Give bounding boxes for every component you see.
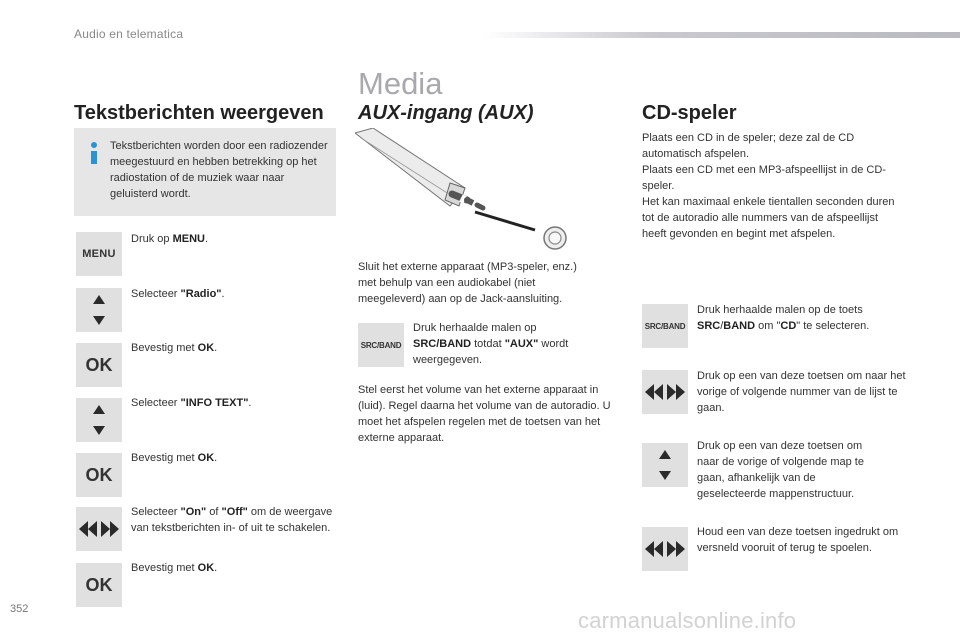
info-icon bbox=[88, 142, 100, 164]
step-text: Druk op een van deze toetsen om naar het vorige of volgende nummer van de lijst te gaan. bbox=[697, 370, 906, 414]
info-text: Tekstberichten worden door een radiozender meegestuurd en hebben betrekking op het radiostation of de muziek waar naar geluisterd wordt. bbox=[110, 140, 328, 200]
ok-button bbox=[76, 563, 122, 607]
left-right-button bbox=[76, 507, 122, 551]
step-text: Druk herhaalde malen op de toets SRC/BAND om "CD" te selecteren. bbox=[697, 304, 870, 332]
cd-heading: CD-speler bbox=[642, 102, 737, 124]
up-down-arrows-icon bbox=[76, 398, 122, 442]
aux-paragraph-1: Sluit het externe apparaat (MP3-speler, enz.) met behulp van een audiokabel (niet meegeleverd) aan op de Jack-aansluiting. bbox=[358, 261, 577, 305]
aux-paragraph-2: Stel eerst het volume van het externe apparaat in (luid). Regel daarna het volume van de autoradio. U moet het afspelen regelen met de toetsen van het externe apparaat. bbox=[358, 384, 611, 444]
jack-plug-illustration bbox=[355, 128, 585, 253]
menu-button-label: MENU bbox=[82, 248, 116, 260]
prev-next-arrows-icon bbox=[642, 527, 688, 571]
step-text: Selecteer "INFO TEXT". bbox=[131, 397, 252, 409]
page-title: Media bbox=[358, 66, 443, 101]
step-text: Bevestig met OK. bbox=[131, 562, 218, 574]
header-bar bbox=[484, 32, 960, 38]
up-down-button bbox=[642, 443, 688, 487]
ok-button-label: OK bbox=[85, 574, 113, 595]
left-right-button bbox=[642, 527, 688, 571]
src-band-button-label: SRC/BAND bbox=[360, 340, 402, 350]
up-down-arrows-icon bbox=[76, 288, 122, 332]
cd-paragraph: Plaats een CD in de speler; deze zal de CD automatisch afspelen. Plaats een CD met een MP3-afspeellijst in de CD-speler. Het kan maximaal enkele tientallen seconden duren tot de autoradio alle nummers van de afspeellijst heeft gevonden en begint met afspelen. bbox=[642, 132, 895, 240]
up-down-button bbox=[76, 288, 122, 332]
up-down-arrows-icon bbox=[642, 443, 688, 487]
left-heading: Tekstberichten weergeven bbox=[74, 102, 324, 124]
page-number: 352 bbox=[10, 603, 29, 615]
prev-next-arrows-icon bbox=[76, 507, 122, 551]
src-band-button-label: SRC/BAND bbox=[644, 321, 686, 331]
prev-next-arrows-icon bbox=[642, 370, 688, 414]
step-text: Selecteer "Radio". bbox=[131, 288, 225, 300]
src-band-button bbox=[642, 304, 688, 348]
step-text: Bevestig met OK. bbox=[131, 342, 218, 354]
menu-button bbox=[76, 232, 122, 276]
step-text: Druk op MENU. bbox=[131, 233, 209, 245]
up-down-button bbox=[76, 398, 122, 442]
step-text: Druk op een van deze toetsen om naar de vorige of volgende map te gaan, afhankelijk van de geselecteerde mappenstructuur. bbox=[697, 440, 864, 500]
step-text: Houd een van deze toetsen ingedrukt om versneld vooruit of terug te spoelen. bbox=[697, 526, 899, 554]
ok-button bbox=[76, 343, 122, 387]
aux-heading: AUX-ingang (AUX) bbox=[358, 102, 534, 124]
step-text: Bevestig met OK. bbox=[131, 452, 218, 464]
info-box bbox=[74, 128, 336, 216]
watermark: carmanualsonline.info bbox=[578, 608, 797, 633]
section-header: Audio en telematica bbox=[74, 27, 184, 41]
ok-button bbox=[76, 453, 122, 497]
left-right-button bbox=[642, 370, 688, 414]
src-band-button bbox=[358, 323, 404, 367]
step-text: Selecteer "On" of "Off" om de weergave van tekstberichten in- of uit te schakelen. bbox=[131, 506, 333, 534]
ok-button-label: OK bbox=[85, 354, 113, 375]
step-text: Druk herhaalde malen op SRC/BAND totdat "AUX" wordt weergegeven. bbox=[413, 322, 569, 366]
ok-button-label: OK bbox=[85, 464, 113, 485]
